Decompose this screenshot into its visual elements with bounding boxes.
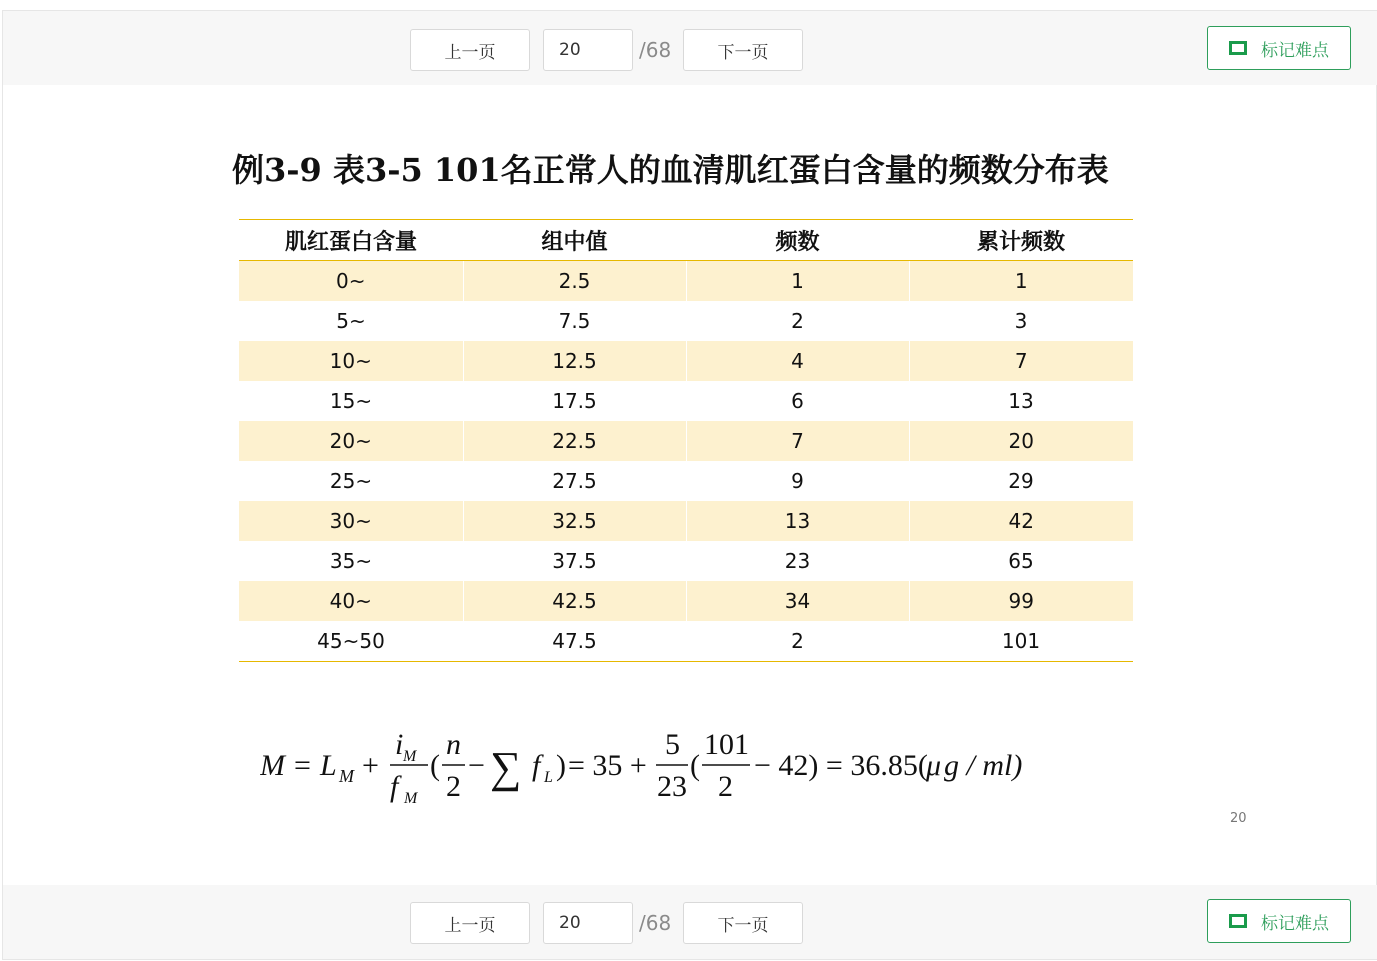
mark-difficulty-button[interactable]	[1207, 26, 1351, 70]
table-cell: 5~	[336, 309, 366, 333]
total-pages-label: /68	[639, 911, 672, 935]
formula-num101: 101	[704, 730, 749, 761]
table-cell: 3	[1014, 309, 1028, 333]
formula-plus: +	[362, 749, 379, 782]
formula-l: L	[320, 749, 337, 782]
column-header: 频数	[686, 220, 909, 261]
table-cell: 20	[909, 421, 1133, 461]
table-cell: 1	[909, 261, 1133, 302]
table-row	[239, 261, 1133, 302]
table-cell: 7.5	[558, 309, 591, 333]
column-header: 肌红蛋白含量	[239, 220, 463, 261]
bottom-toolbar	[3, 885, 1377, 959]
formula-paren: (	[430, 749, 440, 782]
formula-m: M	[260, 749, 285, 782]
slide-title: 例3-9 表3-5 101名正常人的血清肌红蛋白含量的频数分布表	[232, 151, 1109, 189]
next-page-button[interactable]: 下一页	[683, 29, 803, 71]
page-number-input[interactable]: 20	[543, 902, 633, 944]
formula-tail: − 42) = 36.85(	[754, 749, 928, 782]
top-toolbar	[3, 11, 1377, 85]
table-cell: 2.5	[463, 261, 686, 302]
table-cell: 6	[791, 389, 804, 413]
table-cell: 7	[909, 341, 1133, 381]
table-cell: 2	[686, 621, 909, 662]
table-cell: 40~	[239, 581, 463, 621]
bookmark-icon	[1229, 41, 1247, 55]
table-row	[239, 461, 1133, 501]
table-cell: 47.5	[463, 621, 686, 662]
prev-page-button[interactable]: 上一页	[410, 902, 530, 944]
table-cell: 13	[1008, 389, 1034, 413]
table-cell: 12.5	[463, 341, 686, 381]
mark-difficulty-button[interactable]	[1207, 899, 1351, 943]
table-cell: 101	[909, 621, 1133, 662]
table-cell: 42	[909, 501, 1133, 541]
table-header-row	[239, 220, 1133, 261]
formula-sigma: ∑	[490, 743, 522, 792]
formula-f: f	[390, 770, 399, 803]
table-cell: 7	[686, 421, 909, 461]
formula-fl-sub: L	[544, 769, 553, 786]
table-cell: 17.5	[552, 389, 597, 413]
table-cell: 20~	[239, 421, 463, 461]
table-cell: 30~	[239, 501, 463, 541]
table-cell: 42.5	[463, 581, 686, 621]
table-cell: 22.5	[463, 421, 686, 461]
formula-fl: f	[532, 749, 541, 782]
formula-den23: 23	[657, 770, 687, 803]
table-cell: 99	[909, 581, 1133, 621]
formula-paren2: (	[690, 749, 700, 782]
formula-l-sub: M	[339, 766, 354, 786]
table-cell: 15~	[329, 389, 373, 413]
table-cell: 9	[791, 469, 804, 493]
formula-den2: 2	[718, 770, 733, 803]
formula-minus: −	[468, 749, 485, 782]
table-row	[239, 541, 1133, 581]
table-cell: 29	[1008, 469, 1034, 493]
bookmark-icon	[1229, 914, 1247, 928]
table-row	[239, 621, 1133, 662]
formula-i-sub: M	[403, 748, 417, 765]
total-pages-label: /68	[639, 38, 672, 62]
column-header: 累计频数	[909, 220, 1133, 261]
formula-n: n	[446, 730, 461, 761]
table-cell: 13	[686, 501, 909, 541]
table-row	[239, 581, 1133, 621]
formula-paren-close: )	[556, 749, 566, 782]
table-row	[239, 421, 1133, 461]
column-header: 组中值	[463, 220, 686, 261]
formula-mu: μ	[926, 749, 942, 782]
table-cell: 32.5	[463, 501, 686, 541]
formula-unit: g / ml)	[944, 749, 1023, 782]
table-row	[239, 381, 1133, 421]
table-cell: 10~	[239, 341, 463, 381]
frequency-table	[239, 219, 1133, 662]
mark-difficulty-label: 标记难点	[1261, 40, 1329, 61]
table-cell: 25~	[329, 469, 373, 493]
formula-two: 2	[446, 770, 461, 803]
table-cell: 23	[784, 549, 811, 573]
table-cell: 4	[686, 341, 909, 381]
table-row	[239, 501, 1133, 541]
table-cell: 35~	[329, 549, 373, 573]
table-cell: 1	[686, 261, 909, 302]
next-page-button[interactable]: 下一页	[683, 902, 803, 944]
table-cell: 37.5	[552, 549, 597, 573]
formula-eq: =	[294, 749, 311, 782]
table-cell: 65	[1008, 549, 1034, 573]
table-cell: 2	[791, 309, 804, 333]
median-formula	[260, 730, 1060, 810]
formula-result1: = 35 +	[568, 749, 647, 782]
formula-f-sub: M	[404, 790, 418, 807]
mark-difficulty-label: 标记难点	[1261, 913, 1329, 934]
page-number-input[interactable]: 20	[543, 29, 633, 71]
formula-i: i	[395, 730, 404, 761]
table-cell: 0~	[239, 261, 463, 302]
prev-page-button[interactable]: 上一页	[410, 29, 530, 71]
table-row	[239, 301, 1133, 341]
formula-num5: 5	[665, 730, 680, 761]
table-row	[239, 341, 1133, 381]
table-cell: 27.5	[552, 469, 597, 493]
slide-page-number: 20	[1230, 811, 1247, 826]
table-cell: 34	[686, 581, 909, 621]
table-cell: 45~50	[239, 621, 463, 662]
